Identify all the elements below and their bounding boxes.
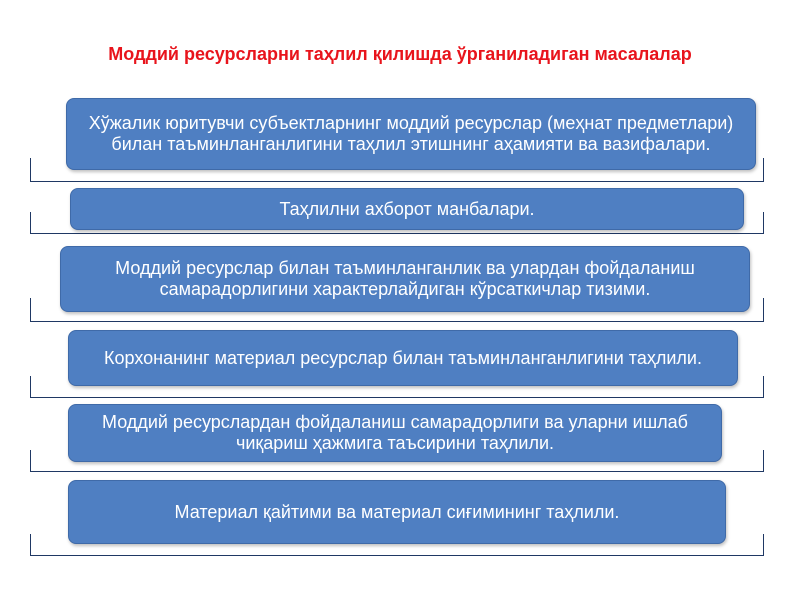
box-item-2: Таҳлилни ахборот манбалари. — [70, 188, 744, 230]
box-item-5: Моддий ресурслардан фойдаланиш самарадорлиги ва уларни ишлаб чиқариш ҳажмига таъсирини таҳлили. — [68, 404, 722, 462]
box-item-4: Корхонанинг материал ресурслар билан таъминланганлигини таҳлили. — [68, 330, 738, 386]
box-item-6: Материал қайтими ва материал сиғимининг таҳлили. — [68, 480, 726, 544]
diagram-title: Моддий ресурсларни таҳлил қилишда ўрганиладиган масалалар — [108, 44, 692, 64]
box-item-1: Хўжалик юритувчи субъектларнинг моддий ресурслар (меҳнат предметлари) билан таъминланганлигини таҳлил этишнинг аҳамияти ва вазифалари. — [66, 98, 756, 170]
box-item-3: Моддий ресурслар билан таъминланганлик ва улардан фойдаланиш самарадорлигини характерлайдиган кўрсаткичлар тизими. — [60, 246, 750, 312]
